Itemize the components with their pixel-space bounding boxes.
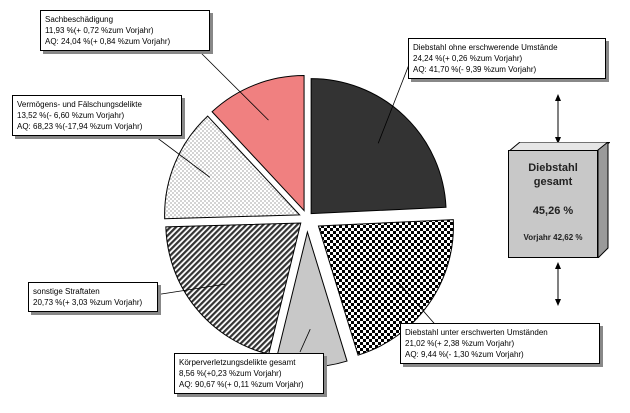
callout-share: 20,73 %(+ 3,03 %zum Vorjahr) xyxy=(33,298,143,307)
callout-title: Körperverletzungsdelikte gesamt xyxy=(179,358,296,367)
callout-share: 21,02 %(+ 2,38 %zum Vorjahr) xyxy=(405,339,515,348)
pie-slice-3 xyxy=(166,223,301,354)
callout-koerperverletzung xyxy=(174,353,324,394)
summary-title-line1: Diebstahl xyxy=(528,162,578,174)
callout-title: Vermögens- und Fälschungsdelikte xyxy=(17,100,142,109)
callout-share: 8,56 %(+0,23 %zum Vorjahr) xyxy=(179,369,282,378)
summary-title-line2: gesamt xyxy=(533,176,573,188)
callout-aq: AQ: 9,44 %(- 1,30 %zum Vorjahr) xyxy=(405,350,524,359)
callout-share: 24,24 %(+ 0,26 %zum Vorjahr) xyxy=(413,54,523,63)
summary-value: 45,26 % xyxy=(532,205,574,217)
summary-previous: Vorjahr 42,62 % xyxy=(523,233,583,242)
callout-title: Diebstahl unter erschwerten Umständen xyxy=(405,328,548,337)
callout-share: 11,93 %(+ 0,72 %zum Vorjahr) xyxy=(45,26,154,35)
callout-aq: AQ: 41,70 %(- 9,39 %zum Vorjahr) xyxy=(413,65,537,74)
callout-aq: AQ: 90,67 %(+ 0,11 %zum Vorjahr) xyxy=(179,380,304,389)
callout-diebstahl-erschwert xyxy=(400,323,600,364)
callout-title: Diebstahl ohne erschwerende Umstände xyxy=(413,43,558,52)
summary-box xyxy=(508,150,598,258)
callout-aq: AQ: 24,04 %(+ 0,84 %zum Vorjahr) xyxy=(45,37,171,46)
callout-title: sonstige Straftaten xyxy=(33,287,100,296)
summary-box-side xyxy=(596,142,610,258)
callout-aq: AQ: 68,23 %(-17,94 %zum Vorjahr) xyxy=(17,122,143,131)
summary-title xyxy=(509,161,597,189)
callout-title: Sachbeschädigung xyxy=(45,15,114,24)
callout-vermoegensdelikte xyxy=(12,95,182,136)
callout-diebstahl-ohne xyxy=(408,38,606,79)
callout-sachbeschaedigung xyxy=(40,10,210,51)
callout-share: 13,52 %(- 6,60 %zum Vorjahr) xyxy=(17,111,125,120)
callout-sonstige xyxy=(28,282,158,312)
pie-slice-0 xyxy=(311,79,446,214)
